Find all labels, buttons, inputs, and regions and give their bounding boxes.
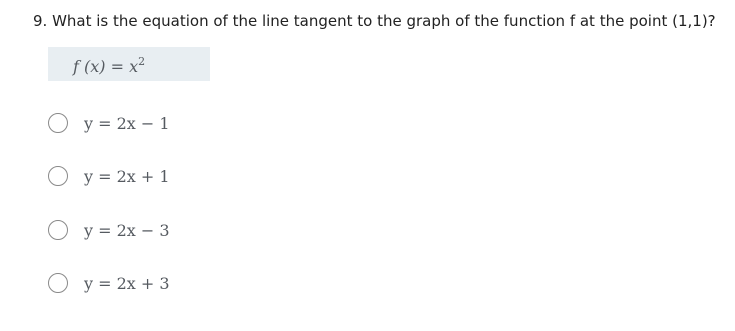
radio-button-icon[interactable] xyxy=(48,220,68,240)
answer-option-label: y = 2x − 3 xyxy=(84,220,170,240)
given-function-expression xyxy=(73,57,145,77)
radio-button-icon[interactable] xyxy=(48,273,68,293)
answer-option-label: y = 2x + 1 xyxy=(84,166,170,186)
radio-button-icon[interactable] xyxy=(48,166,68,186)
answer-option-label: y = 2x + 3 xyxy=(84,273,170,293)
given-function-base: f (x) = x xyxy=(73,57,139,76)
question-text: 9. What is the equation of the line tangent to the graph of the function f at the point (1,1)? xyxy=(33,12,716,30)
given-function-exponent: 2 xyxy=(138,55,146,68)
answer-option-d[interactable] xyxy=(48,270,170,296)
radio-button-icon[interactable] xyxy=(48,113,68,133)
answer-option-a[interactable] xyxy=(48,110,170,136)
answer-option-label: y = 2x − 1 xyxy=(84,113,170,133)
answer-option-b[interactable] xyxy=(48,163,170,189)
answer-option-c[interactable] xyxy=(48,217,170,243)
